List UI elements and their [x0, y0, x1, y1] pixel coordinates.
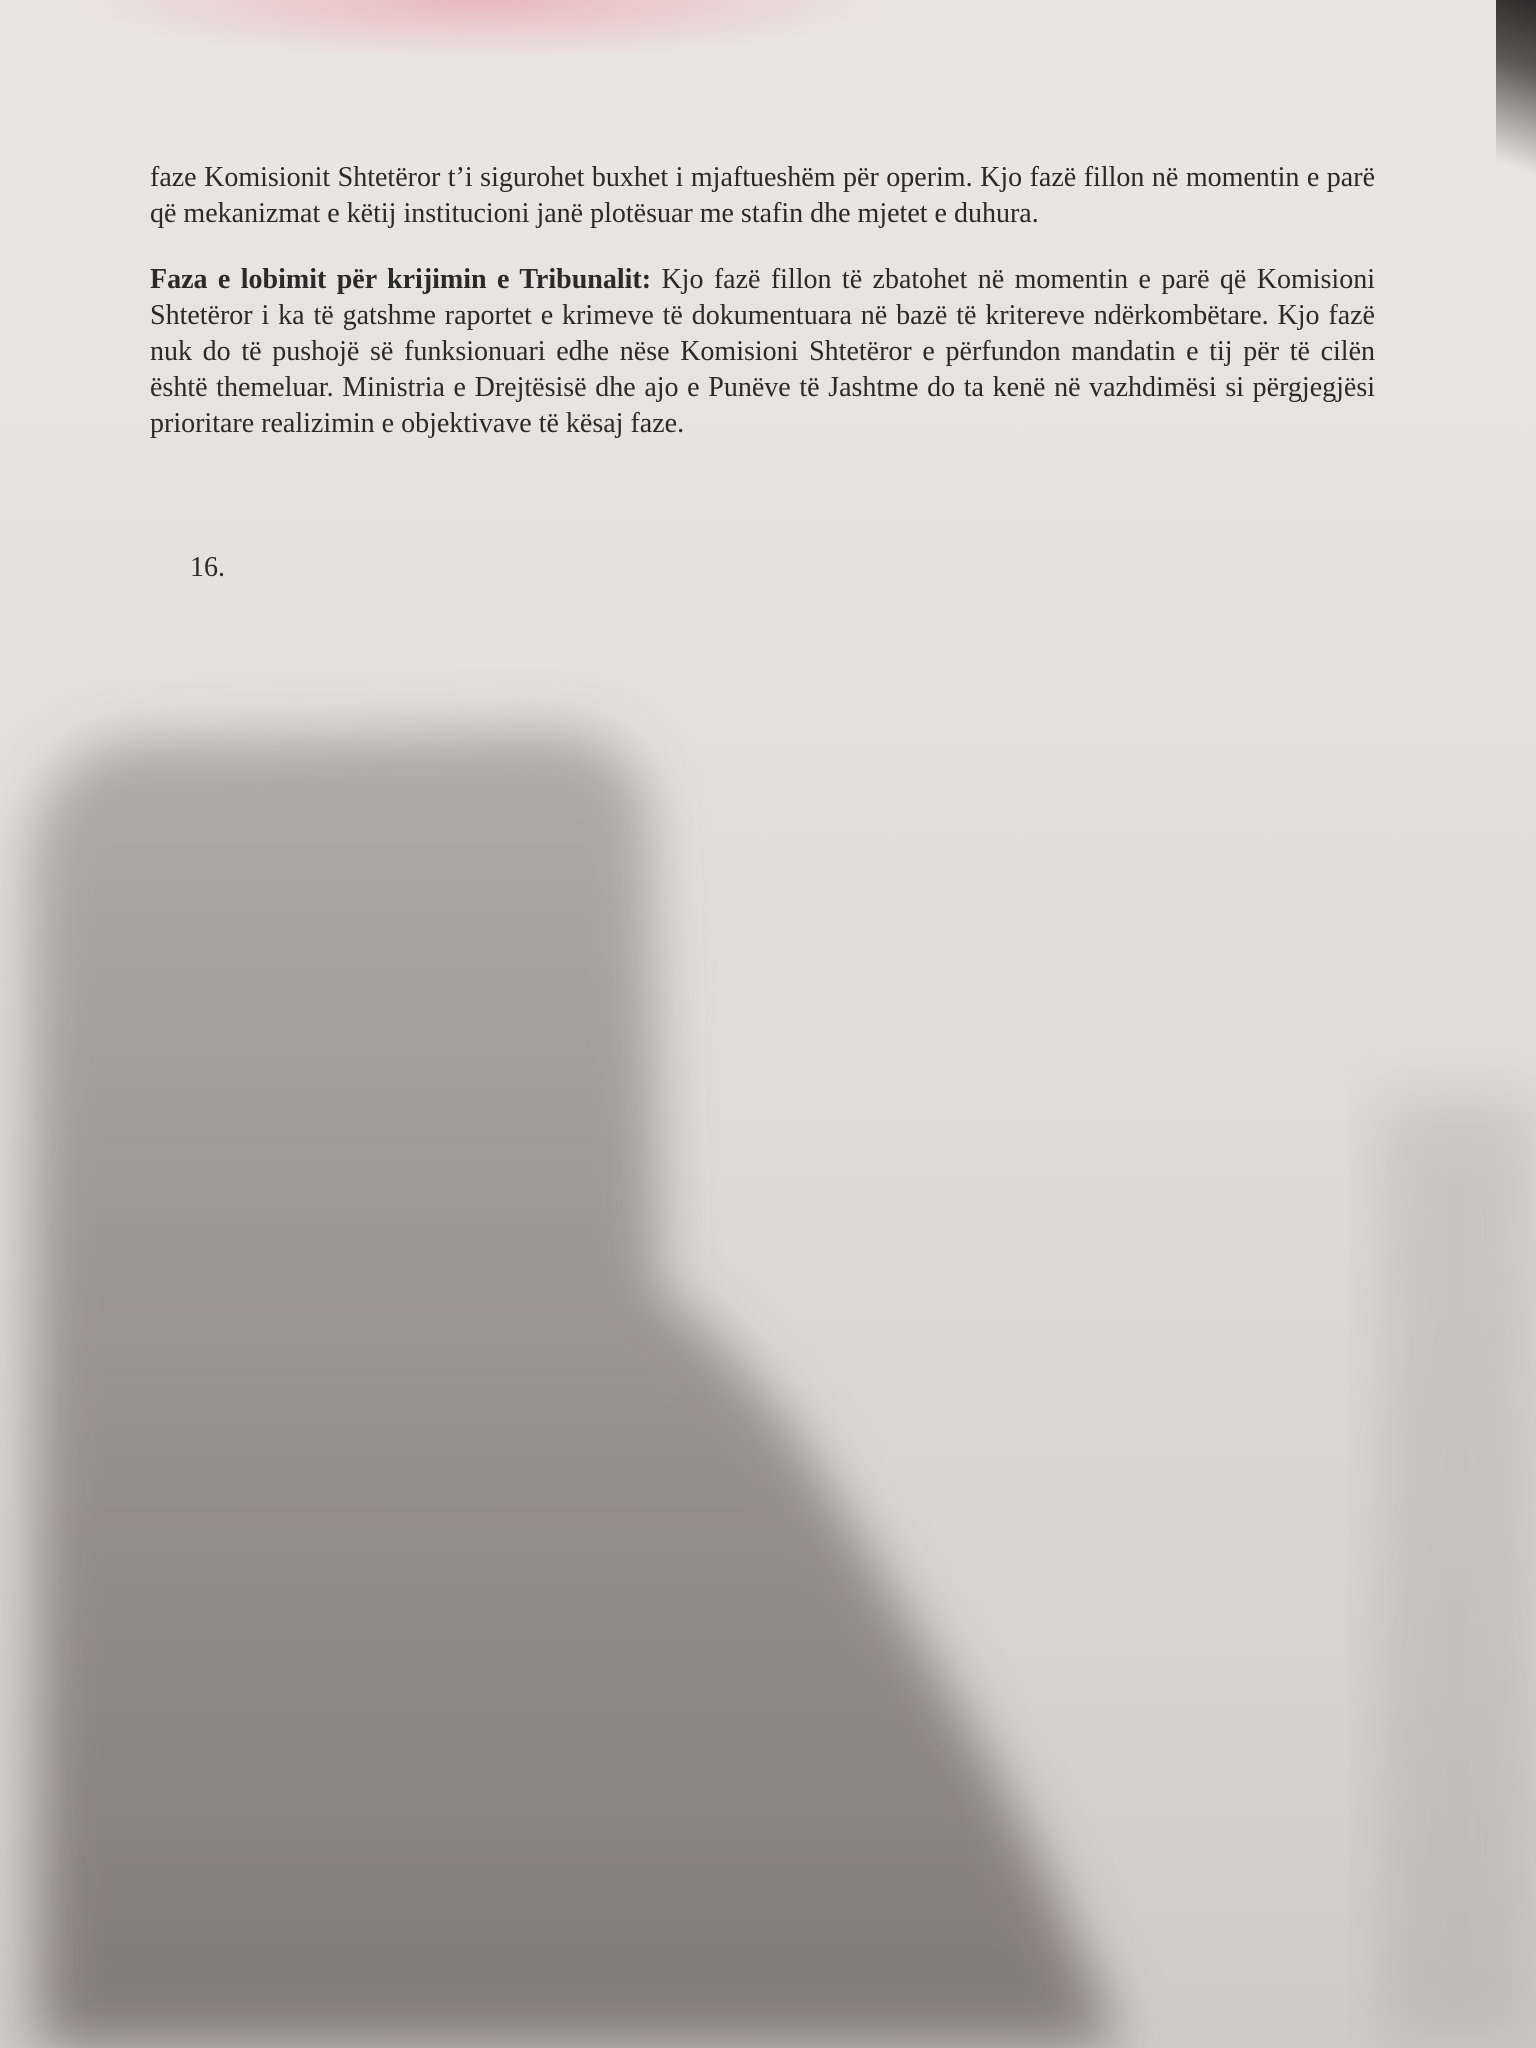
- paragraph-text: Kjo fazë fillon të zbatohet në momentin e parë që Komisioni Shtetëror i ka të gatshme raportet e krimeve të dokumentuara në bazë të kritereve ndërkombëtare. Kjo fazë nuk do të pushojë së funksionuari edhe nëse Komisioni Shtetëror e përfundon mandatin e tij për të cilën është themeluar. Ministria e Drejtësisë dhe ajo e Punëve të Jashtme do ta kenë në vazhdimësi si përgjegjësi prioritare realizimin e objektivave të kësaj faze.: [150, 264, 1375, 439]
- paragraph-budget-phase: [150, 160, 1375, 232]
- paragraph-lead-heading: Faza e lobimit për krijimin e Tribunalit:: [150, 264, 652, 295]
- page-number: 16.: [190, 552, 225, 583]
- paragraph-text: faze Komisionit Shtetëror t’i sigurohet buxhet i mjaftueshëm për operim. Kjo fazë fillon në momentin e parë që mekanizmat e këtij institucioni janë plotësuar me stafin dhe mjetet e duhura.: [150, 162, 1375, 229]
- paragraph-lobbying-phase: [150, 262, 1375, 442]
